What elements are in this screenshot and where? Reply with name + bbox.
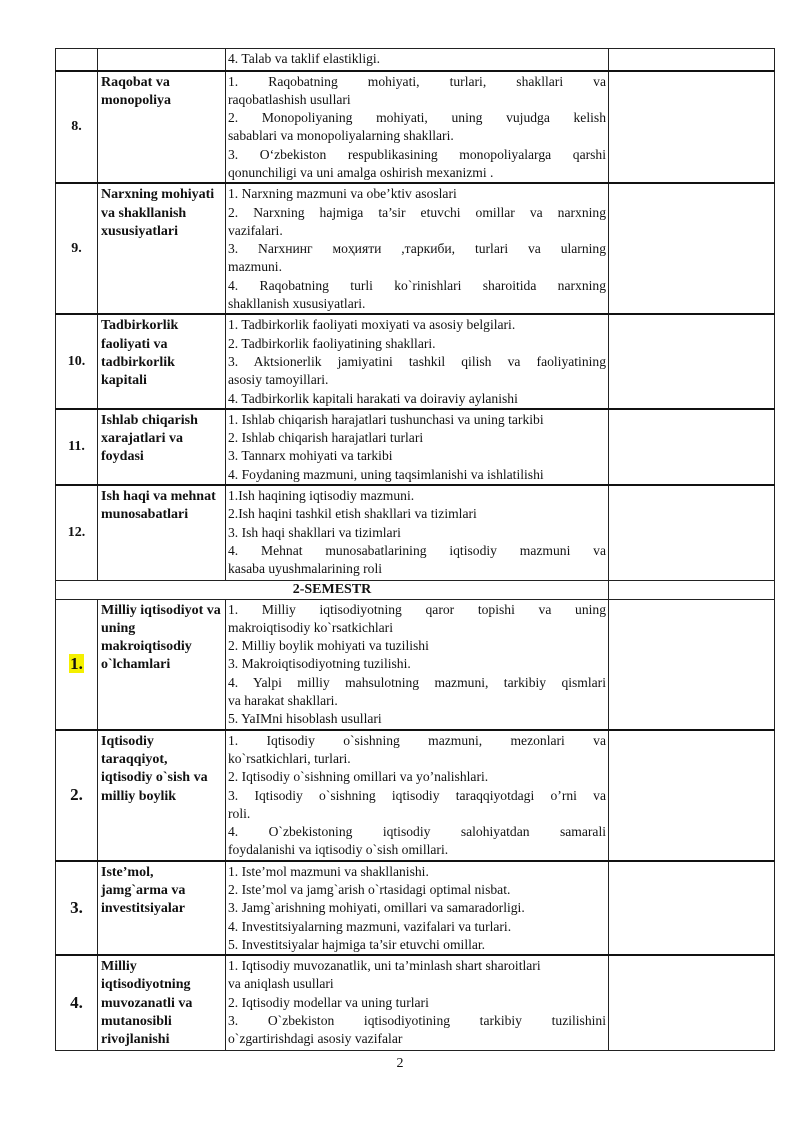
content-line: 3. Aktsionerlik jamiyatini tashkil qilish va faoliyatining <box>228 353 606 369</box>
content-cell <box>226 730 609 861</box>
semester-heading: 2-SEMESTR <box>56 580 609 599</box>
content-line: va harakat shakllari. <box>228 693 338 709</box>
content-line: 2. Iqtisodiy modellar va uning turlari <box>228 994 429 1010</box>
empty-cell <box>609 730 775 861</box>
content-cell <box>226 955 609 1050</box>
content-line: va aniqlash usullari <box>228 976 334 992</box>
semester-row <box>56 580 775 599</box>
empty-cell <box>609 49 775 71</box>
content-line: 3. Narхнинг моҳияти ,таркиби, turlari va ularning <box>228 241 606 257</box>
content-line: 1. Iqtisodiy muvozanatlik, uni ta’minlash shart sharoitlari <box>228 958 541 974</box>
topic-cell: Raqobat va monopoliya <box>98 71 226 184</box>
syllabus-table <box>55 48 775 1051</box>
table-row <box>56 183 775 314</box>
row-number: 10. <box>56 314 98 408</box>
content-line: ko`rsatkichlari, turlari. <box>228 750 351 766</box>
content-cell <box>226 49 609 71</box>
table-row <box>56 599 775 730</box>
content-line: 2. Ishlab chiqarish harajatlari turlari <box>228 430 424 446</box>
content-line: 2. Iqtisodiy o`sishning omillari va yo’nalishlari. <box>228 769 489 785</box>
row-number: 9. <box>56 183 98 314</box>
content-line: 2. Narxning hajmiga ta’sir etuvchi omillar va narxning <box>228 204 606 220</box>
row-number <box>56 599 98 730</box>
content-line: 1.Ish haqining iqtisodiy mazmuni. <box>228 488 415 504</box>
table-row <box>56 955 775 1050</box>
content-line: makroiqtisodiy ko`rsatkichlari <box>228 619 393 635</box>
content-line: 2. Iste’mol va jamg`arish o`rtasidagi optimal nisbat. <box>228 881 511 897</box>
content-cell <box>226 71 609 184</box>
content-line: 3. Jamg`arishning mohiyati, omillari va samaradorligi. <box>228 900 525 916</box>
empty-cell <box>609 71 775 184</box>
content-line: 3. Ish haqi shakllari va tizimlari <box>228 524 401 540</box>
content-line: 4. Mehnat munosabatlarining iqtisodiy mazmuni va <box>228 542 606 558</box>
table-row <box>56 485 775 580</box>
content-line: sabablari va monopoliyalarning shakllari. <box>228 128 454 144</box>
table-row <box>56 730 775 861</box>
content-line: 3. O`zbekiston iqtisodiyotining tarkibiy tuzilishini <box>228 1013 606 1029</box>
empty-cell <box>609 580 775 599</box>
topic-cell <box>98 49 226 71</box>
content-line: shakllanish xususiyatlari. <box>228 296 366 312</box>
content-line: 2. Monopoliyaning mohiyati, uning vujudga kelish <box>228 110 606 126</box>
content-line: 4. O`zbekistoning iqtisodiy salohiyatdan samarali <box>228 824 606 840</box>
topic-cell: Iqtisodiy taraqqiyot, iqtisodiy o`sish va milliy boylik <box>98 730 226 861</box>
content-line: 1. Narxning mazmuni va obe’ktiv asoslari <box>228 186 457 202</box>
content-line: 4. Tadbirkorlik kapitali harakati va doiraviy aylanishi <box>228 390 518 406</box>
row-number: 8. <box>56 71 98 184</box>
content-line: 2.Ish haqini tashkil etish shakllari va tizimlari <box>228 506 477 522</box>
content-line: o`zgartirishdagi asosiy vazifalar <box>228 1031 403 1047</box>
content-line: mazmuni. <box>228 259 282 275</box>
content-line: 3. Makroiqtisodiyotning tuzilishi. <box>228 656 411 672</box>
content-line: roli. <box>228 805 251 821</box>
topic-cell: Ish haqi va mehnat munosabatlari <box>98 485 226 580</box>
topic-cell: Milliy iqtisodiyotning muvozanatli va mutanosibli rivojlanishi <box>98 955 226 1050</box>
content-cell <box>226 183 609 314</box>
content-line: 1. Tadbirkorlik faoliyati moxiyati va asosiy belgilari. <box>228 317 516 333</box>
content-line: 5. Investitsiyalar hajmiga ta’sir etuvchi omillar. <box>228 936 486 952</box>
table-row <box>56 861 775 955</box>
content-cell <box>226 409 609 485</box>
content-line: 1. Raqobatning mohiyati, turlari, shakllari va <box>228 73 606 89</box>
table-row <box>56 409 775 485</box>
content-line: kasaba uyushmalarining roli <box>228 561 383 577</box>
empty-cell <box>609 599 775 730</box>
content-line: 1. Iqtisodiy o`sishning mazmuni, mezonlari va <box>228 732 606 748</box>
content-cell <box>226 485 609 580</box>
table-row <box>56 314 775 408</box>
content-cell <box>226 314 609 408</box>
content-line: 2. Milliy boylik mohiyati va tuzilishi <box>228 638 429 654</box>
table-row <box>56 71 775 184</box>
row-number <box>56 49 98 71</box>
empty-cell <box>609 183 775 314</box>
row-number: 11. <box>56 409 98 485</box>
content-line: 3. Tannarx mohiyati va tarkibi <box>228 448 393 464</box>
empty-cell <box>609 314 775 408</box>
content-line: asosiy tamoyillari. <box>228 372 329 388</box>
page-number: 2 <box>396 1056 404 1071</box>
topic-cell: Milliy iqtisodiyot va uning makroiqtisodiy o`lchamlari <box>98 599 226 730</box>
content-line: 5. YaIMni hisoblash usullari <box>228 711 382 727</box>
topic-cell: Tadbirkorlik faoliyati va tadbirkorlik kapitali <box>98 314 226 408</box>
content-line: 2. Tadbirkorlik faoliyatining shakllari. <box>228 335 436 351</box>
table-row <box>56 49 775 71</box>
topic-cell: Ishlab chiqarish xarajatlari va foydasi <box>98 409 226 485</box>
content-line: 3. Iqtisodiy o`sishning iqtisodiy taraqqiyotdagi o’rni va <box>228 787 606 803</box>
content-line: foydalanishi va iqtisodiy o`sish omillari. <box>228 842 449 858</box>
content-line: 4. Investitsiyalarning mazmuni, vazifalari va turlari. <box>228 918 512 934</box>
content-line: 4. Raqobatning turli ko`rinishlari sharoitida narxning <box>228 277 606 293</box>
topic-cell: Iste’mol, jamg`arma va investitsiyalar <box>98 861 226 955</box>
row-number: 4. <box>56 955 98 1050</box>
content-cell <box>226 861 609 955</box>
content-line: 1. Iste’mol mazmuni va shakllanishi. <box>228 863 429 879</box>
content-line: raqobatlashish usullari <box>228 91 351 107</box>
row-number: 3. <box>56 861 98 955</box>
empty-cell <box>609 485 775 580</box>
content-cell <box>226 599 609 730</box>
empty-cell <box>609 955 775 1050</box>
highlighted-number: 1. <box>70 654 83 674</box>
empty-cell <box>609 861 775 955</box>
content-line: 1. Ishlab chiqarish harajatlari tushunchasi va uning tarkibi <box>228 411 544 427</box>
row-number: 2. <box>56 730 98 861</box>
content-line: 4. Talab va taklif elastikligi. <box>228 51 381 66</box>
content-line: 4. Yalpi milliy mahsulotning mazmuni, tarkibiy qismlari <box>228 674 606 690</box>
content-line: 3. O‘zbekiston respublikasining monopoliyalarga qarshi <box>228 146 606 162</box>
row-number: 12. <box>56 485 98 580</box>
content-line: 1. Milliy iqtisodiyotning qaror topishi va uning <box>228 601 606 617</box>
content-line: 4. Foydaning mazmuni, uning taqsimlanishi va ishlatilishi <box>228 466 544 482</box>
topic-cell: Narxning mohiyati va shakllanish xususiyatlari <box>98 183 226 314</box>
content-line: qonunchiligi va uni amalga oshirish mexanizmi . <box>228 164 494 180</box>
empty-cell <box>609 409 775 485</box>
content-line: vazifalari. <box>228 222 283 238</box>
